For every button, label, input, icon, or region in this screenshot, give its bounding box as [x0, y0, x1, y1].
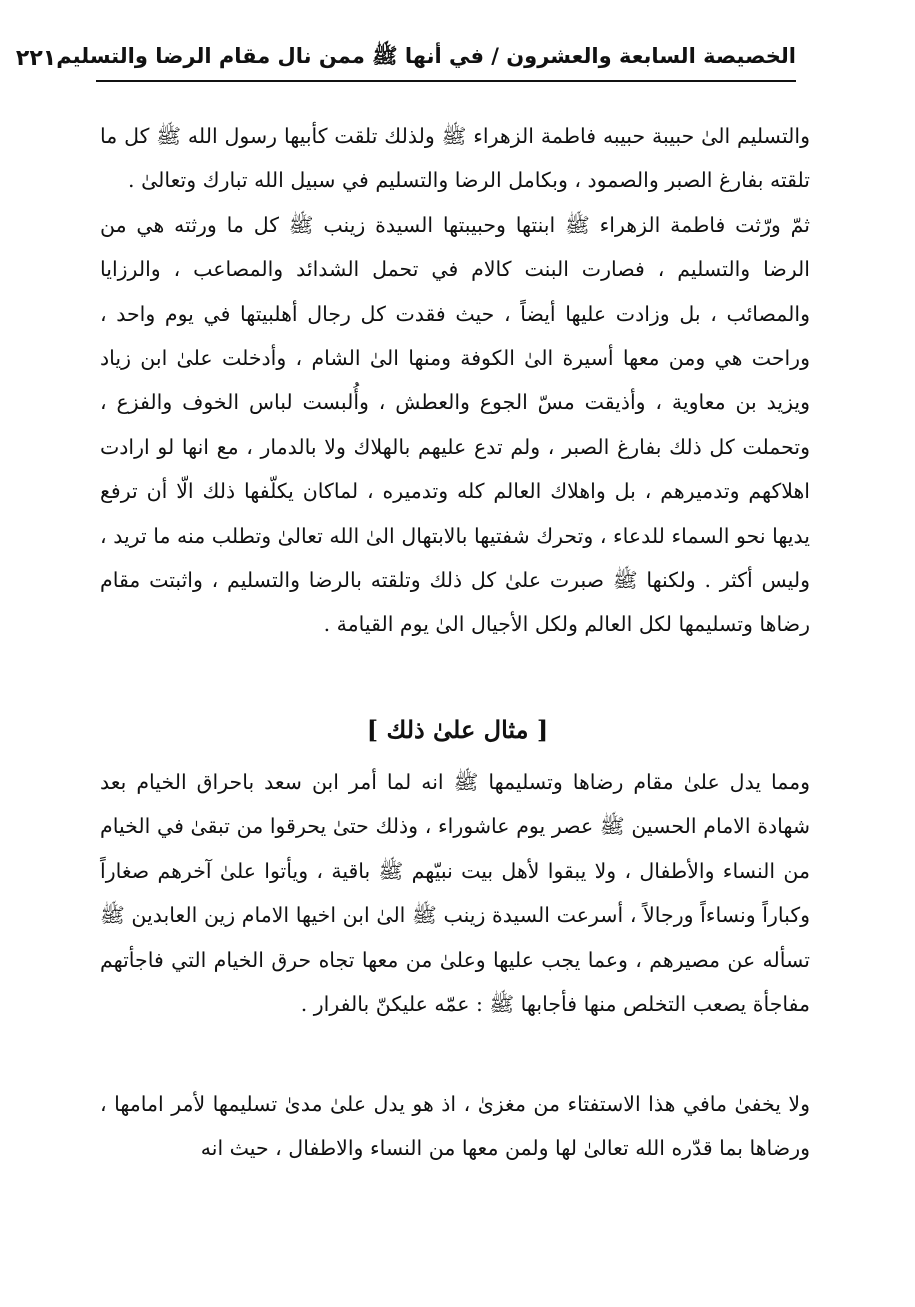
header-divider: [96, 80, 796, 82]
header-title: الخصيصة السابعة والعشرون / في أنها ﷺ ممن نال مقام الرضا والتسليم: [56, 43, 796, 68]
section-heading: [ مثال علىٰ ذلك ]: [366, 715, 549, 744]
running-header: [15, 38, 796, 78]
paragraph-1-text: والتسليم الىٰ حبيبة حبيبه فاطمة الزهراء ﷺ ولذلك تلقت كأبيها رسول الله ﷺ كل ما تلقته بفارغ الصبر والصمود ، وبكامل الرضا والتسليم في سبيل الله تبارك وتعالىٰ .: [100, 124, 810, 193]
paragraph-2-text: ثمّ ورّثت فاطمة الزهراء ﷺ ابنتها وحبيبتها السيدة زينب ﷺ كل ما ورثته هي من الرضا والتسليم ، فصارت البنت كالام في تحمل الشدائد والمصاعب ، والرزايا والمصائب ، بل وزادت عليها أيضاً ، حيث فقدت كل رجال أهلبيتها في يوم واحد ، وراحت هي ومن معها أسيرة الىٰ الكوفة ومنها الىٰ الشام ، وأدخلت علىٰ ابن زياد ويزيد بن معاوية ، وأذيقت مسّ الجوع والعطش ، وأُلبست لباس الخوف والفزع ، وتحملت كل ذلك بفارغ الصبر ، ولم تدع عليهم بالهلاك ولا بالدمار ، مع انها لو ارادت اهلاكهم وتدميرهم ، بل واهلاك العالم كله وتدميره ، لماكان يكلّفها ذلك الّا أن ترفع يديها نحو السماء للدعاء ، وتحرك شفتيها بالابتهال الىٰ الله تعالىٰ وتطلب منه ما تريد ، وليس أكثر . ولكنها ﷺ صبرت علىٰ كل ذلك وتلقته بالرضا والتسليم ، واثبتت مقام رضاها وتسليمها لكل العالم ولكل الأجيال الىٰ يوم القيامة .: [100, 212, 810, 637]
body-paragraph-3: ومما يدل علىٰ مقام رضاها وتسليمها ﷺ انه لما أمر ابن سعد باحراق الخيام بعد شهادة الامام الحسين ﷺ عصر يوم عاشوراء ، وذلك حتىٰ يحرقوا من تبقىٰ في الخيام من النساء والأطفال ، ولا يبقوا لأهل بيت نبيّهم ﷺ باقية ، ويأتوا علىٰ آخرهم صغاراً وكباراً ونساءاً ورجالاً ، أسرعت السيدة زينب ﷺ الىٰ ابن اخيها الامام زين العابدين ﷺ تسأله عن مصيرهم ، وعما يجب عليها وعلىٰ من معها تجاه حرق الخيام التي فاجأتهم مفاجأة يصعب التخلص منها فأجابها ﷺ : عمّه عليكنّ بالفرار .: [100, 770, 810, 1017]
body-paragraph-1: [100, 114, 810, 647]
page-number: ٢٢١: [15, 45, 57, 71]
body-paragraph-4: ولا يخفىٰ مافي هذا الاستفتاء من مغزىٰ ، اذ هو يدل علىٰ مدىٰ تسليمها لأمر امامها ، ورضاها بما قدّره الله تعالىٰ لها ولمن معها من النساء والاطفال ، حيث انه: [100, 1092, 810, 1161]
